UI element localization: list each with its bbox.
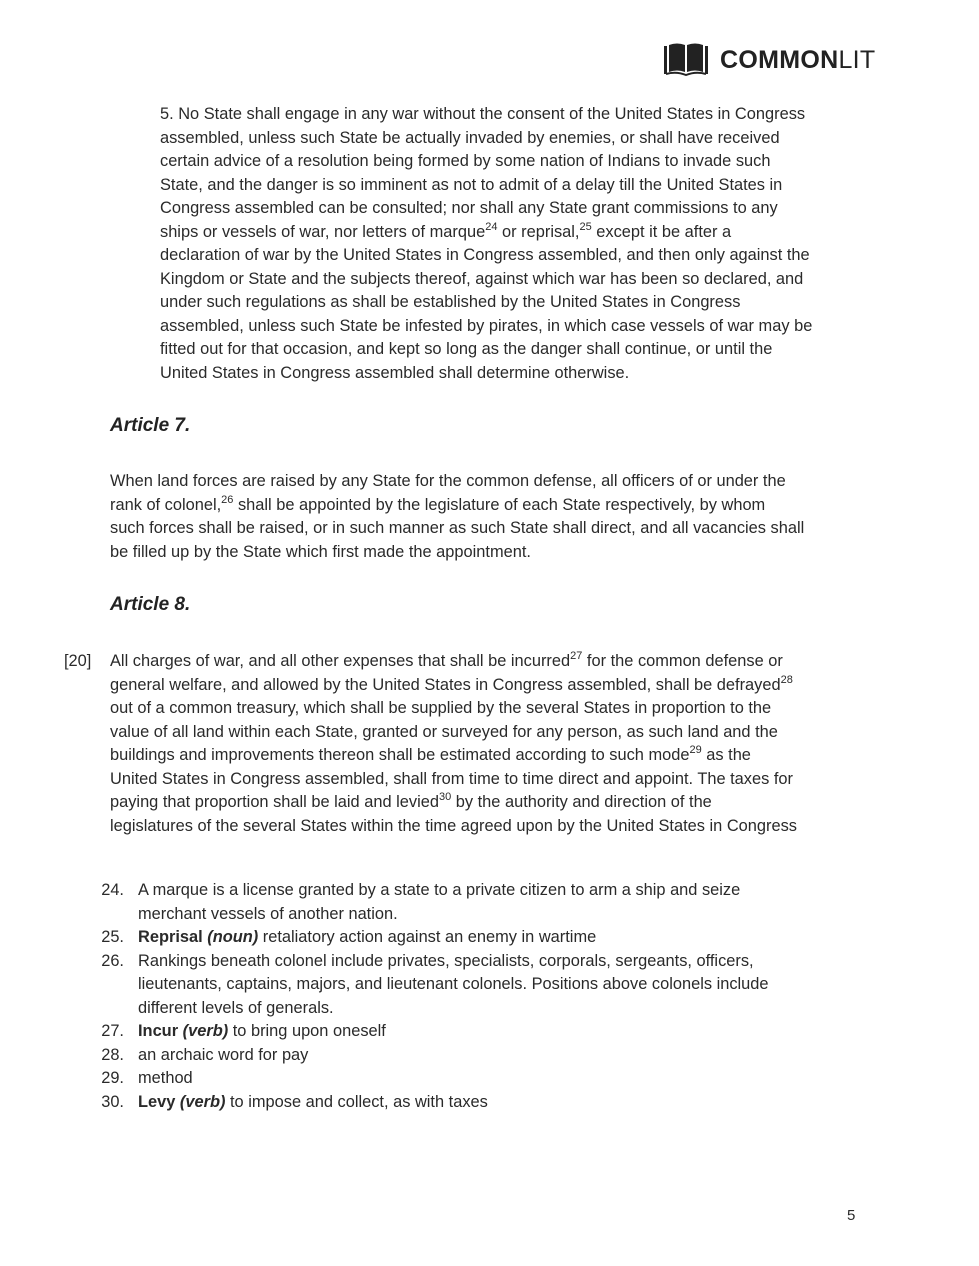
text-segment: ships or vessels of war, nor letters of marque <box>160 222 486 241</box>
footnote-number: 27. <box>101 1022 124 1040</box>
footnote-segment: Rankings beneath colonel include privates, specialists, corporals, sergeants, officers, <box>138 951 754 970</box>
commonlit-logo <box>664 42 875 78</box>
text-segment: out of a common treasury, which shall be supplied by the several States in proportion to the <box>110 699 772 717</box>
text-segment: United States in Congress assembled shall determine otherwise. <box>160 363 630 382</box>
text-line <box>110 815 797 839</box>
text-segment: shall be appointed by the legislature of each State respectively, by whom <box>233 495 766 514</box>
article-8-paragraph <box>110 650 797 838</box>
logo-text-light: LIT <box>838 45 876 74</box>
text-line <box>160 291 812 315</box>
text-segment: State, and the danger is so imminent as not to admit of a delay till the United States in <box>160 175 783 194</box>
text-line <box>160 150 812 174</box>
footnote-text <box>138 879 740 903</box>
text-segment: be filled up by the State which first made the appointment. <box>110 542 531 561</box>
text-segment: except it be after a <box>591 222 732 241</box>
footnote-segment: A marque is a license granted by a state to a private citizen to arm a ship and seize <box>138 881 741 899</box>
footnote-segment: to bring upon oneself <box>228 1022 386 1040</box>
text-segment: paying that proportion shall be laid and levied <box>110 793 439 811</box>
text-segment: value of all land within each State, granted or surveyed for any person, as such land and the <box>110 722 778 741</box>
footnote-reference[interactable]: 24 <box>485 220 498 233</box>
text-segment: buildings and improvements thereon shall be estimated according to such mode <box>110 746 690 764</box>
text-segment: as the <box>701 746 751 764</box>
text-segment: for the common defense or <box>582 652 783 670</box>
footnote-number: 24. <box>101 881 124 899</box>
text-line <box>160 338 812 362</box>
text-line <box>110 470 804 494</box>
footnote-reference[interactable]: 29 <box>689 744 702 756</box>
open-book-icon <box>664 42 708 78</box>
text-line <box>110 744 797 768</box>
footnote-text <box>138 903 398 927</box>
text-segment: United States in Congress assembled, shall from time to time direct and appoint. The taxes for <box>110 769 793 788</box>
footnote-text <box>138 1044 308 1068</box>
footnote-text <box>138 950 754 974</box>
footnote-reference[interactable]: 28 <box>780 673 793 686</box>
footnote-segment: lieutenants, captains, majors, and lieutenant colonels. Positions above colonels include <box>138 975 769 993</box>
footnote-text <box>138 1067 193 1091</box>
text-segment: general welfare, and allowed by the United States in Congress assembled, shall be defrayed <box>110 675 781 694</box>
text-segment: declaration of war by the United States in Congress assembled, and then only against the <box>160 246 810 264</box>
text-segment: All charges of war, and all other expenses that shall be incurred <box>110 652 571 670</box>
logo-text <box>720 46 875 75</box>
footnote-segment: an archaic word for pay <box>138 1045 309 1064</box>
footnote-text <box>138 997 334 1021</box>
text-segment: by the authority and direction of the <box>451 793 712 811</box>
text-line <box>160 174 812 198</box>
vocabulary-term: (noun) <box>202 928 259 946</box>
text-segment: Kingdom or State and the subjects thereof, against which war has been so declared, and <box>160 269 804 288</box>
article-6-paragraph-5 <box>160 103 812 385</box>
text-line <box>110 721 797 745</box>
footnote-number: 28. <box>101 1045 124 1064</box>
text-segment: fitted out for that occasion, and kept so long as the danger shall continue, or until the <box>160 340 773 358</box>
text-segment: assembled, unless such State be infested by pirates, in which case vessels of war may be <box>160 316 813 335</box>
text-line <box>110 697 797 721</box>
footnote-segment: merchant vessels of another nation. <box>138 904 398 923</box>
footnote-reference[interactable]: 26 <box>221 493 234 506</box>
text-line <box>110 674 797 698</box>
text-line <box>160 221 812 245</box>
text-line <box>110 768 797 792</box>
footnote-number: 25. <box>101 928 124 946</box>
text-segment: under such regulations as shall be established by the United States in Congress <box>160 293 741 311</box>
text-line <box>110 517 804 541</box>
text-line <box>110 541 804 565</box>
logo-text-bold: COMMON <box>720 45 839 74</box>
text-line <box>160 103 812 127</box>
text-segment: such forces shall be raised, or in such manner as such State shall direct, and all vacancies shall <box>110 519 805 537</box>
text-segment: Congress assembled can be consulted; nor shall any State grant commissions to any <box>160 199 778 217</box>
footnote-reference[interactable]: 30 <box>438 791 452 803</box>
text-line <box>160 315 812 339</box>
text-line <box>160 244 812 268</box>
vocabulary-term: (verb) <box>178 1022 229 1040</box>
footnote-number: 26. <box>101 951 124 970</box>
footnote-text <box>138 973 769 997</box>
footnote-segment: to impose and collect, as with taxes <box>225 1092 488 1111</box>
article-8-heading: Article 8. <box>110 594 191 615</box>
vocabulary-term: Reprisal <box>138 928 203 946</box>
footnote-text <box>138 1020 386 1044</box>
text-segment: 5. No State shall engage in any war without the consent of the United States in Congress <box>160 105 806 123</box>
text-line <box>160 362 812 386</box>
text-line <box>110 791 797 815</box>
text-segment: When land forces are raised by any State for the common defense, all officers of or under the <box>110 472 786 490</box>
footnote-reference[interactable]: 25 <box>579 220 592 233</box>
footnote-segment: method <box>138 1069 193 1087</box>
footnote-text <box>138 1091 488 1115</box>
footnote-reference[interactable]: 27 <box>570 650 583 662</box>
text-line <box>110 650 797 674</box>
footnote-segment: retaliatory action against an enemy in wartime <box>258 928 597 946</box>
text-segment: or reprisal, <box>497 222 580 241</box>
page-number: 5 <box>847 1207 856 1224</box>
text-line <box>160 268 812 292</box>
vocabulary-term: Incur <box>138 1022 179 1040</box>
vocabulary-term: (verb) <box>175 1092 226 1111</box>
text-line <box>160 197 812 221</box>
text-segment: legislatures of the several States within the time agreed upon by the United States in Congress <box>110 816 797 835</box>
paragraph-number: [20] <box>64 652 92 670</box>
footnote-number: 30. <box>101 1092 124 1111</box>
text-line <box>110 494 804 518</box>
vocabulary-term: Levy <box>138 1092 176 1111</box>
text-segment: assembled, unless such State be actually invaded by enemies, or shall have received <box>160 128 780 147</box>
footnote-segment: different levels of generals. <box>138 998 334 1017</box>
text-line <box>160 127 812 151</box>
footnote-text <box>138 926 596 950</box>
article-7-heading: Article 7. <box>110 415 191 436</box>
footnote-number: 29. <box>101 1069 124 1087</box>
article-7-paragraph <box>110 470 804 564</box>
text-segment: rank of colonel, <box>110 495 222 514</box>
text-segment: certain advice of a resolution being formed by some nation of Indians to invade such <box>160 152 771 170</box>
